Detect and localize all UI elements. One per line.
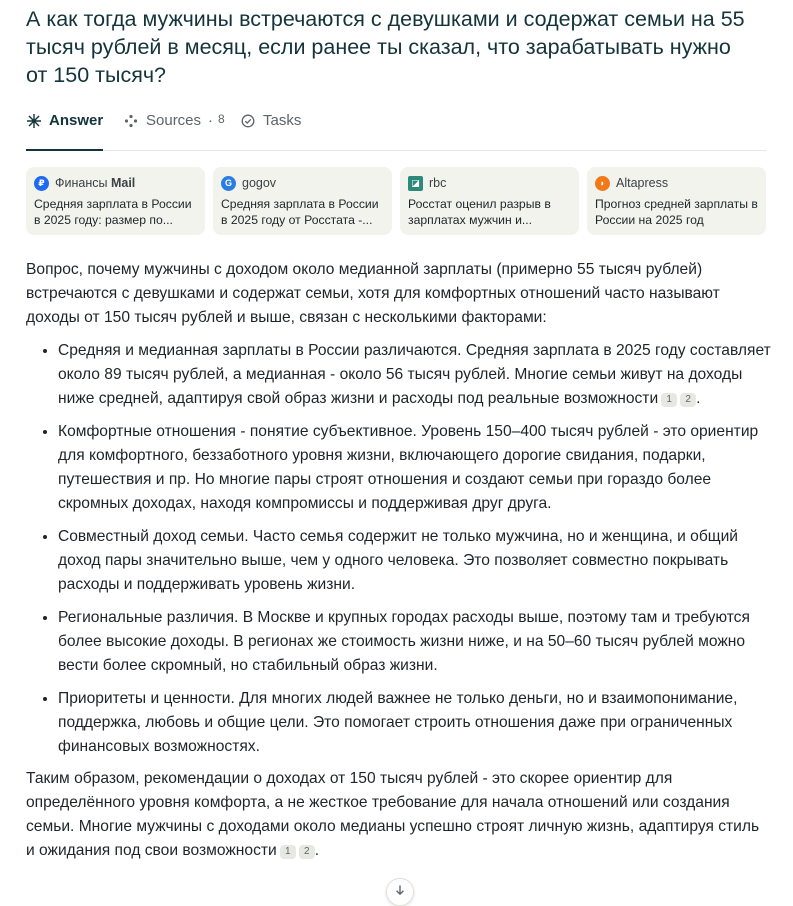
altapress-favicon-icon: ◗ [595, 176, 610, 191]
source-cards [26, 167, 766, 235]
list-item-text: Приоритеты и ценности. Для многих людей важнее не только деньги, но и взаимопонимание, поддержка, любовь и общие цели. Это помогает строить отношения даже при ограниченных финансовых возможностях. [58, 690, 738, 755]
list-item-text: Совместный доход семьи. Часто семья содержит не только мужчина, но и женщина, и общий доход пары значительно выше, чем у одного человека. Это позволяет совместно покрывать расходы и поддерживать уровень жизни. [58, 528, 739, 593]
source-title: Средняя зарплата в России в 2025 году: размер по... [34, 197, 192, 227]
tab-tasks[interactable] [240, 112, 301, 150]
list-item-text: Региональные различия. В Москве и крупных городах расходы выше, поэтому там и требуются более высокие доходы. В регионах же стоимость жизни ниже, и на 50–60 тысяч рублей можно вести более скромный, но стабильный образ жизни. [58, 609, 750, 674]
answer-list [26, 338, 771, 759]
answer-icon [26, 112, 42, 130]
source-card[interactable] [587, 167, 766, 235]
source-site-prefix: Финансы [55, 176, 111, 190]
answer-tabs [26, 112, 766, 151]
rbc-favicon-icon: ◪ [408, 176, 423, 191]
source-title: Прогноз средней зарплаты в России на 2025 год [595, 197, 758, 227]
source-site [55, 176, 135, 190]
sources-count: 8 [218, 112, 225, 126]
citation-badge[interactable]: 1 [280, 845, 296, 859]
source-title: Средняя зарплата в России в 2025 году от Росстата -... [221, 197, 379, 227]
tab-answer-label: Answer [49, 112, 104, 129]
citation-badge[interactable]: 2 [299, 845, 315, 859]
tab-separator: · [208, 112, 214, 129]
source-site: gogov [242, 176, 277, 190]
ruble-favicon-icon: ₽ [34, 176, 49, 191]
list-item-end: . [696, 390, 701, 407]
gogov-favicon-icon: G [221, 176, 236, 191]
source-site-name: Mail [110, 176, 136, 190]
list-item [58, 686, 771, 759]
list-item [58, 338, 771, 411]
scroll-down-button[interactable] [386, 878, 414, 906]
answer-body [26, 258, 771, 863]
list-item-text: Комфортные отношения - понятие субъективное. Уровень 150–400 тысяч рублей - это ориентир для комфортного, беззаботного уровня жизни, включающего дорогие свидания, подарки, путешествия и пр. Но многие пары строят отношения и создают семьи при гораздо более скромных доходах, находя компромиссы и поддерживая друг друга. [58, 423, 759, 512]
source-card[interactable] [400, 167, 579, 235]
list-item-text: Средняя и медианная зарплаты в России различаются. Средняя зарплата в 2025 году составляет около 89 тысяч рублей, а медианная - около 56 тысяч рублей. Многие семьи живут на доходы ниже средней, адаптируя свой образ жизни и расходы под реальные возможности [58, 342, 771, 407]
list-item [58, 605, 771, 678]
answer-conclusion [26, 767, 771, 863]
source-site: Altapress [616, 176, 669, 190]
question-title: А как тогда мужчины встречаются с девушками и содержат семьи на 55 тысяч рублей в месяц, если ранее ты сказал, что зарабатывать нужно от 150 тысяч? [26, 7, 745, 87]
citation-badge[interactable]: 2 [680, 393, 696, 407]
arrow-down-icon [394, 883, 406, 901]
source-card[interactable] [213, 167, 392, 235]
tab-sources-label: Sources [146, 112, 202, 129]
tasks-icon [240, 112, 256, 130]
citation-badge[interactable]: 1 [661, 393, 677, 407]
tab-tasks-label: Tasks [263, 112, 302, 129]
conclusion-text: Таким образом, рекомендации о доходах от 150 тысяч рублей - это скорее ориентир для определённого уровня комфорта, а не жесткое требование для начала отношений или создания семьи. Многие мужчины с доходами около медианы успешно строят личную жизнь, адаптируя стиль и ожидания под свои возможности [26, 770, 760, 859]
sources-icon [123, 112, 139, 130]
source-title: Росстат оценил разрыв в зарплатах мужчин и... [408, 197, 551, 227]
conclusion-end: . [314, 842, 320, 859]
source-card[interactable] [26, 167, 205, 235]
tab-answer[interactable] [26, 112, 103, 150]
tab-sources[interactable] [123, 112, 225, 150]
list-item [58, 524, 771, 597]
source-site: rbc [429, 176, 447, 190]
answer-intro: Вопрос, почему мужчины с доходом около медианной зарплаты (примерно 55 тысяч рублей) встречаются с девушками и содержат семьи, хотя для комфортных отношений часто называют доходы от 150 тысяч рублей и выше, связан с несколькими факторами: [26, 261, 720, 326]
list-item [58, 419, 771, 516]
